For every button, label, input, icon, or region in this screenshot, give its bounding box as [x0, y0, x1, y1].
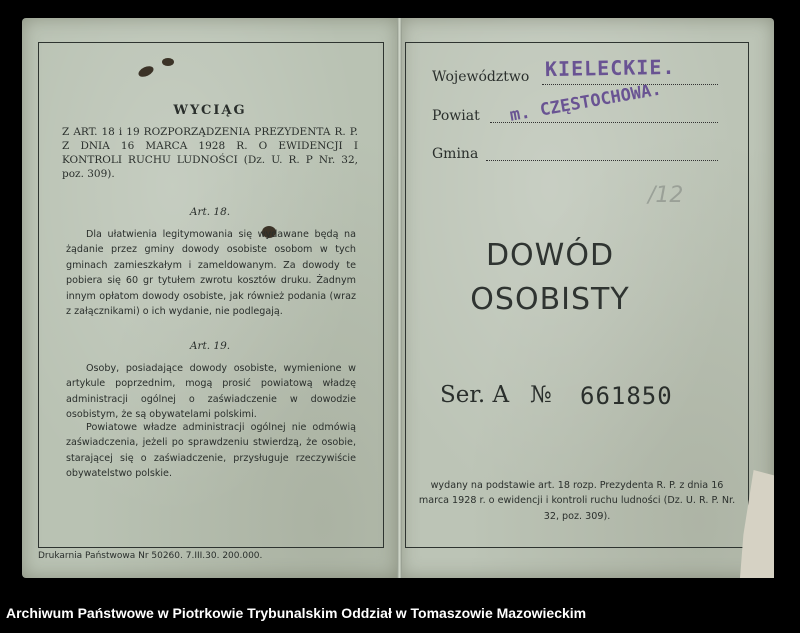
archive-caption: Archiwum Państwowe w Piotrkowie Trybunalskim Oddział w Tomaszowie Mazowieckim — [0, 594, 800, 633]
number-sign: № — [530, 382, 552, 408]
extract-heading: WYCIĄG — [173, 103, 247, 118]
county-label: Powiat — [432, 108, 480, 124]
article-19-paragraph-1: Osoby, posiadające dowody osobiste, wymienione w artykule poprzednim, mogą prosić powiatową władzę administracji ogólnej o zaświadczenie w dowodzie osobistym, że są obywatelami polskimi. — [66, 363, 356, 421]
printer-imprint: Drukarnia Państwowa Nr 50260. 7.III.30. 200.000. — [38, 551, 263, 561]
voivodeship-label: Województwo — [432, 69, 530, 85]
municipality-dotted-line — [486, 160, 718, 161]
document-title-line-1: DOWÓD — [485, 238, 615, 273]
municipality-label: Gmina — [432, 146, 479, 162]
document-title-line-2: OSOBISTY — [470, 282, 630, 317]
article-19-label: Art. 19. — [189, 340, 231, 352]
document-spine — [397, 18, 402, 578]
ink-stain — [162, 58, 174, 66]
voivodeship-stamp: KIELECKIE. — [544, 54, 676, 82]
issuance-note: wydany na podstawie art. 18 rozp. Prezydenta R. P. z dnia 16 marca 1928 r. o ewidencji i kontroli ruchu ludności (Dz. U. R. P. Nr. 32, poz. 309). — [418, 480, 736, 522]
county-stamp: m. CZĘSTOCHOWA. — [508, 79, 663, 126]
extract-subheading: Z ART. 18 i 19 ROZPORZĄDZENIA PREZYDENTA R. P. Z DNIA 16 MARCA 1928 R. O EWIDENCJI I KONTROLI RUCHU LUDNOŚCI (Dz. U. R. P Nr. 32, poz. 309). — [62, 126, 358, 180]
article-18-text: Dla ułatwienia legitymowania się wydawane będą na żądanie przez gminy dowody osobiste osobom w tych gminach zamieszkałym i zameldowanym. Za dowody te pobiera się 60 gr tytułem zwrotu kosztów druku. Żadnym innym opłatom dowody osobiste, jak również podania (wraz z załącznikami) o ich wydanie, nie podlegają. — [66, 229, 356, 318]
series-label: Ser. A — [440, 382, 510, 408]
article-18-label: Art. 18. — [189, 206, 231, 218]
pencil-note: /12 — [648, 183, 684, 208]
document-number: 661850 — [580, 382, 673, 410]
article-19-paragraph-2: Powiatowe władze administracji ogólnej nie odmówią zaświadczenia, jeżeli po sprawdzeniu stwierdzą, że osobie, starającej się o zaświadczenie, przysługuje rzeczywiście obywatelstwo polskie. — [66, 422, 356, 480]
